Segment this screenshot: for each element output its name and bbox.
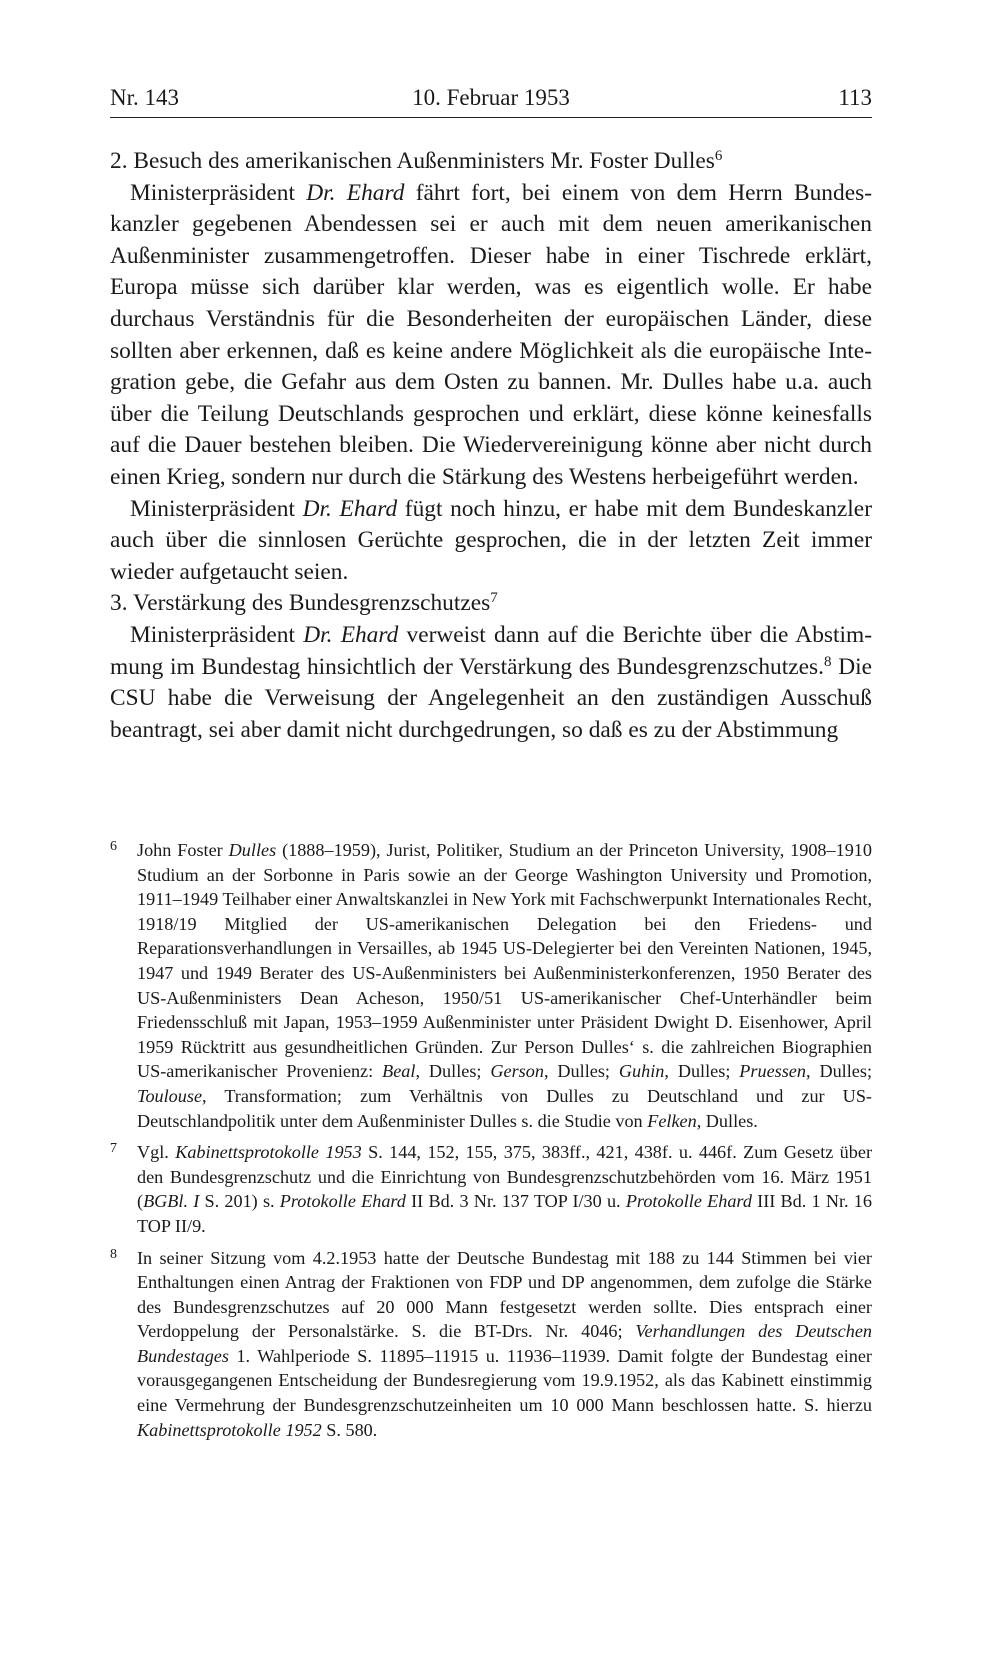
document-number: Nr. 143 — [110, 85, 179, 110]
text-run: , Dulles; — [543, 1061, 619, 1082]
italic-run: Dulles — [228, 840, 277, 860]
footnote-text — [137, 1246, 872, 1443]
italic-run: Toulouse — [137, 1085, 203, 1106]
italic-run: Beal — [382, 1061, 416, 1082]
text-run: Ministerpräsident — [130, 495, 303, 522]
text-run: , Dulles. — [696, 1110, 758, 1131]
text-run: S. 201) s. — [199, 1191, 280, 1212]
footnote-7 — [110, 1140, 872, 1238]
text-run: S. 580. — [321, 1419, 378, 1440]
text-run: S. 144, 152, 155, 375, 383ff., 421, 438f. u. 446f. Zum Gesetz über den Bundesgrenzschutz und die Einrichtung von Bundesgrenzschutzbehörden vom 16. März 1951 ( — [137, 1142, 872, 1212]
text-run: II Bd. 3 Nr. 137 TOP I/30 u. — [405, 1191, 626, 1212]
section-heading-text: 3. Verstärkung des Bundesgrenzschutzes — [110, 590, 491, 617]
text-run: fährt fort, bei einem von dem Herrn Bundeskanzler gegebenen Abendessen sei er auch mit dem neuen amerikanischen Außenminister zusammengetroffen. Dieser habe in einer Tischrede erklärt, Europa müsse sich darüber klar werden, was es eigentlich wolle. Er habe durchaus Verständnis für die Besonderheiten der europäischen Länder, diese sollten aber erkennen, daß es keine andere Möglichkeit als die europäische Integration gebe, die Gefahr aus dem Osten zu bannen. Mr. Dulles habe u.a. auch über die Teilung Deutschlands gesprochen und erklärt, diese könne keinesfalls auf die Dauer bestehen bleiben. Die Wiedervereinigung könne aber nicht durch einen Krieg, sondern nur durch die Stärkung des Westens herbeigeführt werden. — [110, 179, 872, 490]
main-text — [110, 146, 872, 746]
text-run: 1. Wahlperiode S. 11895–11915 u. 11936–11939. Damit folgte der Bundestag einer vorausgegangenen Entscheidung der Bundesregierung vom 19.9.1952, als das Kabinett einstimmig eine Vermehrung der Bundesgrenzschutzeinheiten um 10 000 Mann beschlossen hatte. S. hierzu — [137, 1345, 872, 1416]
text-run: , Dulles; — [415, 1061, 491, 1082]
footnote-number: 6 — [110, 839, 117, 854]
footnote-number: 8 — [110, 1246, 117, 1262]
text-run: John Foster — [137, 840, 229, 860]
speaker-name: Dr. Ehard — [303, 621, 399, 648]
footnote-ref-8[interactable]: 8 — [823, 653, 832, 670]
italic-run: Kabinettsprotokolle 1952 — [137, 1419, 322, 1440]
text-run: , Dulles; — [805, 1061, 872, 1082]
text-run: Die CSU habe die Verweisung der Angelegenheit an den zuständigen Ausschuß beantragt, sei aber damit nicht durchgedrungen, so daß es zu der Abstimmung — [110, 653, 872, 743]
italic-run: Guhin — [618, 1061, 665, 1082]
paragraph — [110, 178, 872, 494]
italic-run: Protokolle Ehard — [279, 1191, 406, 1212]
footnote-number: 7 — [110, 1141, 117, 1157]
text-run: fügt noch hinzu, er habe mit dem Bundeskanzler auch über die sinnlosen Gerüchte gesprochen, die in der letzten Zeit immer wieder aufgetaucht seien. — [110, 495, 872, 585]
speaker-name: Dr. Ehard — [302, 495, 398, 522]
italic-run: Verhandlungen des Deutschen Bundestages — [137, 1321, 872, 1366]
running-header — [110, 83, 872, 118]
italic-run: BGBl. I — [143, 1191, 200, 1212]
section-heading-text: 2. Besuch des amerikanischen Außenministers Mr. Foster Dulles — [110, 148, 715, 174]
italic-run: Felken — [647, 1110, 697, 1131]
text-run: Ministerpräsident — [130, 621, 304, 648]
text-run: , Dulles; — [664, 1061, 740, 1082]
header-date: 10. Februar 1953 — [412, 85, 570, 110]
italic-run: Pruessen — [739, 1061, 806, 1082]
text-run: In seiner Sitzung vom 4.2.1953 hatte der Deutsche Bundestag mit 188 zu 144 Stimmen bei vier Enthaltungen einen Antrag der Fraktionen von FDP und DP angenommen, dem zufolge die Stärke des Bundesgrenzschutzes auf 20 000 Mann festgesetzt werden sollte. Dies entsprach einer Verdoppelung der Personalstärke. S. die BT-Drs. Nr. 4046; — [137, 1247, 872, 1342]
text-run: , Transformation; zum Verhältnis von Dulles zu Deutschland und zur US-Deutschlandpolitik unter dem Außenminister Dulles s. die Studie von — [137, 1085, 872, 1131]
text-run: Vgl. — [137, 1142, 176, 1163]
section-heading-3 — [110, 588, 872, 620]
footnote-text — [137, 838, 872, 1133]
italic-run: Protokolle Ehard — [625, 1191, 752, 1212]
footnote-ref-6[interactable]: 6 — [714, 148, 723, 164]
footnote-6 — [110, 838, 872, 1133]
text-run: Ministerpräsident — [130, 179, 307, 206]
footnote-ref-7[interactable]: 7 — [490, 590, 498, 607]
section-heading-2 — [110, 146, 872, 178]
page-number: 113 — [838, 85, 872, 110]
footnote-text — [137, 1140, 872, 1238]
speaker-name: Dr. Ehard — [306, 179, 405, 206]
paragraph — [110, 494, 872, 589]
italic-run: Gerson — [490, 1061, 544, 1082]
paragraph — [110, 620, 872, 746]
footnote-8 — [110, 1246, 872, 1443]
text-run: verweist dann auf die Berichte über die Abstimmung im Bundestag hinsichtlich der Verstärkung des Bundesgrenzschutzes. — [110, 621, 872, 680]
footnotes — [110, 838, 872, 1449]
italic-run: Kabinettsprotokolle 1953 — [175, 1142, 362, 1163]
text-run: (1888–1959), Jurist, Politiker, Studium an der Princeton University, 1908–1910 Studium an der Sorbonne in Paris sowie an der George Washington University und Promotion, 1911–1949 Teilhaber einer Anwaltskanzlei in New York mit Fachschwerpunkt Internationales Recht, 1918/19 Mitglied der US-amerikanischen Delegation bei den Friedens- und Reparationsverhandlungen in Versailles, ab 1945 US-Delegierter bei den Vereinten Nationen, 1945, 1947 und 1949 Berater des US-Außenministers bei Außenministerkonferenzen, 1950 Berater des US-Außenministers Dean Acheson, 1950/51 US-amerikanischer Chef-Unterhändler beim Friedensschluß mit Japan, 1953–1959 Außenminister unter Präsident Dwight D. Eisenhower, April 1959 Rücktritt aus gesundheitlichen Gründen. Zur Person Dulles‘ s. die zahlreichen Biographien US-amerikanischer Provenienz: — [137, 840, 872, 1082]
text-run: III Bd. 1 Nr. 16 TOP II/9. — [137, 1191, 872, 1236]
